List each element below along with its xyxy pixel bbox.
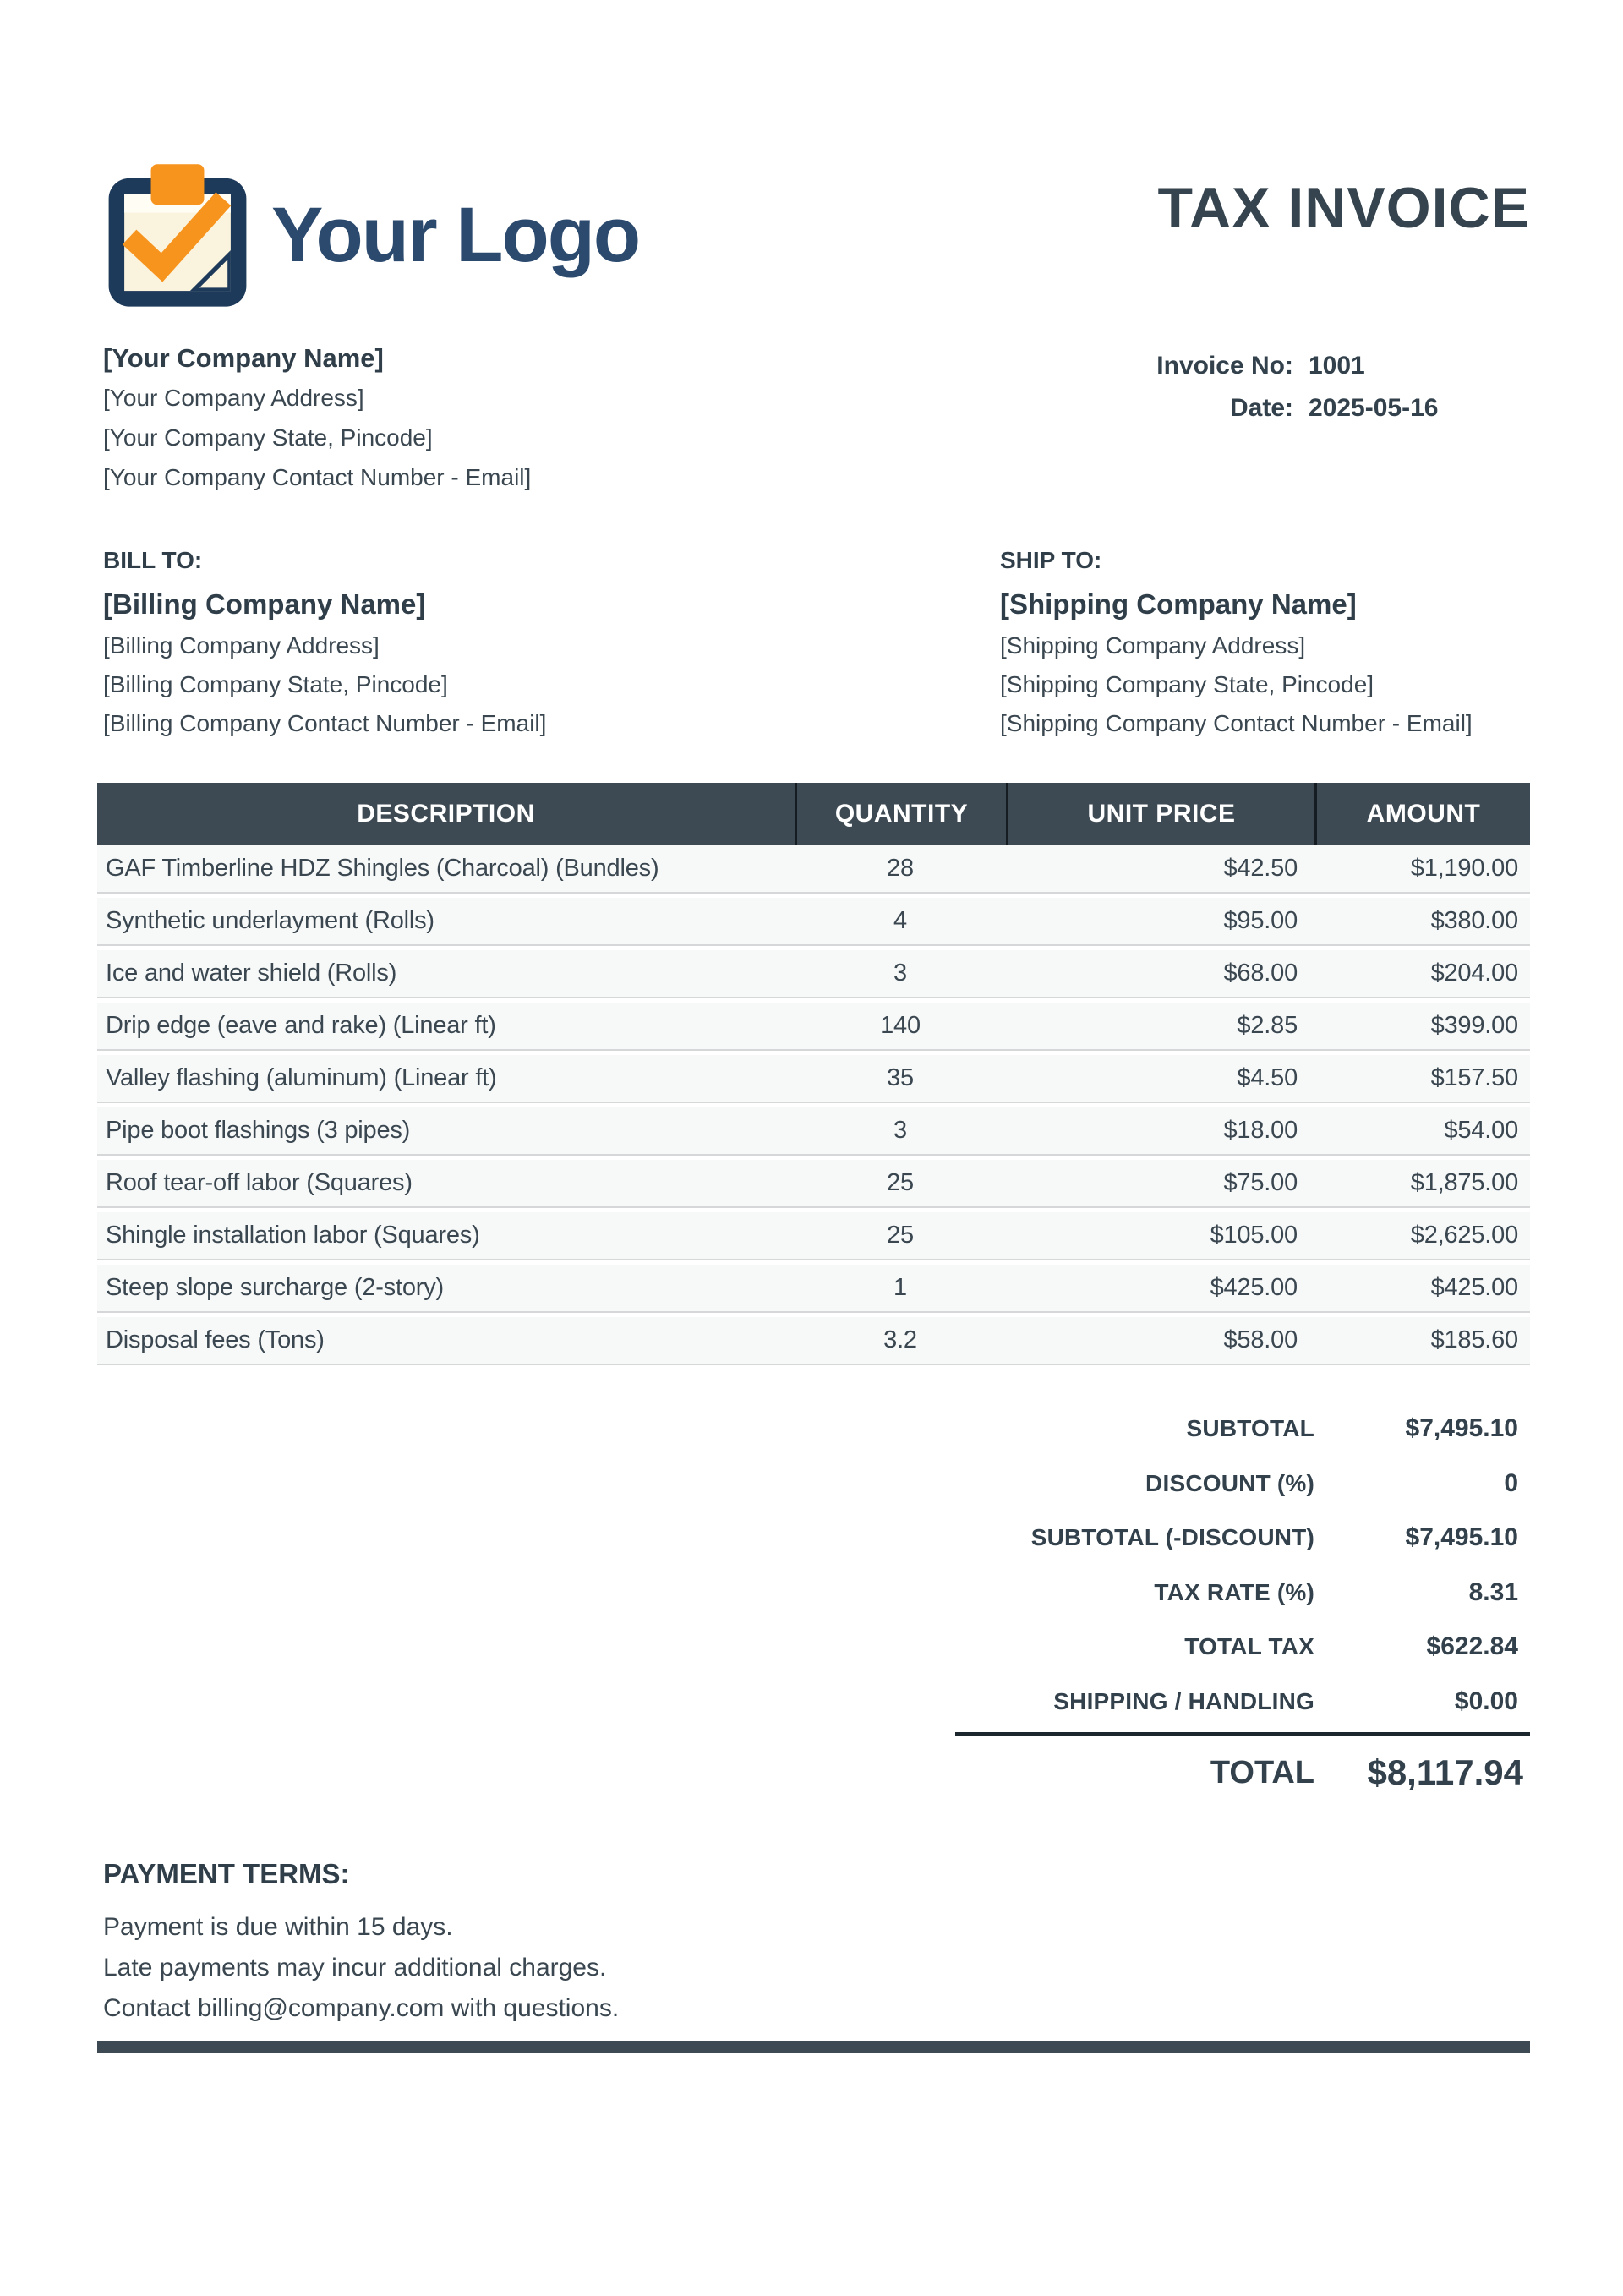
item-unit-price: $2.85 xyxy=(1237,1012,1298,1039)
header-description: DESCRIPTION xyxy=(357,800,535,828)
item-description: Drip edge (eave and rake) (Linear ft) xyxy=(106,1012,496,1039)
shipping-handling-label: SHIPPING / HANDLING xyxy=(1053,1687,1314,1714)
item-amount: $425.00 xyxy=(1430,1274,1518,1301)
item-description: Steep slope surcharge (2-story) xyxy=(106,1274,444,1301)
logo xyxy=(97,156,639,313)
table-row xyxy=(97,1317,1530,1365)
bill-to-contact: [Billing Company Contact Number - Email] xyxy=(103,710,547,736)
subtotal-less-discount-row xyxy=(955,1511,1530,1566)
bill-to-address: [Billing Company Address] xyxy=(103,632,380,659)
bill-to-heading: BILL TO: xyxy=(103,547,203,573)
item-description: Valley flashing (aluminum) (Linear ft) xyxy=(106,1064,497,1091)
discount-value: 0 xyxy=(1504,1468,1518,1497)
invoice-number-value: 1001 xyxy=(1309,352,1365,380)
item-quantity: 140 xyxy=(880,1012,921,1039)
item-unit-price: $18.00 xyxy=(1223,1117,1298,1144)
header-amount: AMOUNT xyxy=(1314,783,1530,845)
table-row xyxy=(97,1160,1530,1208)
totals-section xyxy=(955,1402,1530,1810)
table-row xyxy=(97,1265,1530,1313)
invoice-meta xyxy=(930,345,1530,429)
logo-text: Your Logo xyxy=(271,191,640,278)
table-row xyxy=(97,950,1530,998)
item-description: Shingle installation labor (Squares) xyxy=(106,1222,480,1249)
subtotal-row xyxy=(955,1402,1530,1457)
tax-rate-label: TAX RATE (%) xyxy=(1154,1578,1314,1605)
item-quantity: 4 xyxy=(893,907,907,934)
ship-to-address: [Shipping Company Address] xyxy=(1000,632,1306,659)
item-unit-price: $58.00 xyxy=(1223,1326,1298,1353)
item-quantity: 1 xyxy=(893,1274,907,1301)
item-unit-price: $95.00 xyxy=(1223,907,1298,934)
subtotal-label: SUBTOTAL xyxy=(1186,1415,1314,1442)
payment-terms-lines xyxy=(103,1907,619,2029)
company-name: [Your Company Name] xyxy=(103,343,384,373)
ship-to-contact: [Shipping Company Contact Number - Email] xyxy=(1000,710,1473,736)
ship-to-heading: SHIP TO: xyxy=(1000,547,1102,573)
invoice-date-label: Date: xyxy=(1229,394,1293,422)
payment-terms-line: Late payments may incur additional charges. xyxy=(103,1954,607,1982)
item-unit-price: $68.00 xyxy=(1223,959,1298,987)
item-unit-price: $425.00 xyxy=(1210,1274,1298,1301)
item-unit-price: $75.00 xyxy=(1223,1169,1298,1196)
table-row xyxy=(97,1003,1530,1051)
invoice-number-label: Invoice No: xyxy=(1156,352,1293,380)
payment-terms-line: Contact billing@company.com with questions. xyxy=(103,1994,620,2022)
grand-total-row xyxy=(955,1736,1530,1810)
ship-to-name: [Shipping Company Name] xyxy=(1000,588,1357,620)
tax-rate-value: 8.31 xyxy=(1468,1577,1518,1606)
invoice-date-row xyxy=(930,387,1530,429)
bill-to-name: [Billing Company Name] xyxy=(103,588,426,620)
clipboard-check-icon xyxy=(97,156,258,313)
bill-to-state: [Billing Company State, Pincode] xyxy=(103,671,448,697)
item-description: Ice and water shield (Rolls) xyxy=(106,959,397,987)
table-row xyxy=(97,1212,1530,1260)
item-description: Roof tear-off labor (Squares) xyxy=(106,1169,413,1196)
item-quantity: 28 xyxy=(887,855,914,882)
discount-row xyxy=(955,1457,1530,1512)
header-unit-price: UNIT PRICE xyxy=(1006,783,1314,845)
bill-to-section xyxy=(103,544,546,743)
item-unit-price: $105.00 xyxy=(1210,1222,1298,1249)
item-quantity: 3.2 xyxy=(883,1326,917,1353)
item-quantity: 25 xyxy=(887,1169,914,1196)
total-tax-value: $622.84 xyxy=(1426,1632,1518,1661)
company-info xyxy=(103,338,531,497)
line-items-table xyxy=(97,783,1530,1369)
item-description: Pipe boot flashings (3 pipes) xyxy=(106,1117,411,1144)
item-quantity: 3 xyxy=(893,1117,907,1144)
item-quantity: 3 xyxy=(893,959,907,987)
tax-rate-row xyxy=(955,1566,1530,1621)
item-quantity: 25 xyxy=(887,1222,914,1249)
invoice-date-value: 2025-05-16 xyxy=(1309,394,1439,422)
item-amount: $399.00 xyxy=(1430,1012,1518,1039)
item-description: Disposal fees (Tons) xyxy=(106,1326,325,1353)
item-amount: $185.60 xyxy=(1430,1326,1518,1353)
document-title: TAX INVOICE xyxy=(1157,176,1530,240)
subtotal-less-discount-label: SUBTOTAL (-DISCOUNT) xyxy=(1030,1524,1314,1551)
table-row xyxy=(97,845,1530,894)
shipping-handling-value: $0.00 xyxy=(1454,1686,1518,1715)
shipping-handling-row xyxy=(955,1675,1530,1730)
company-contact: [Your Company Contact Number - Email] xyxy=(103,464,532,490)
item-quantity: 35 xyxy=(887,1064,914,1091)
payment-terms-section xyxy=(103,1858,619,2029)
ship-to-section xyxy=(1000,544,1473,743)
item-amount: $1,190.00 xyxy=(1410,855,1518,882)
item-amount: $1,875.00 xyxy=(1410,1169,1518,1196)
discount-label: DISCOUNT (%) xyxy=(1145,1469,1314,1496)
company-address: [Your Company Address] xyxy=(103,385,364,411)
table-header-row xyxy=(97,783,1530,845)
subtotal-value: $7,495.10 xyxy=(1405,1414,1518,1443)
table-row xyxy=(97,1055,1530,1103)
invoice-number-row xyxy=(930,345,1530,387)
footer-divider-bar xyxy=(97,2041,1530,2053)
grand-total-value: $8,117.94 xyxy=(1367,1752,1523,1792)
table-row xyxy=(97,1107,1530,1156)
subtotal-less-discount-value: $7,495.10 xyxy=(1405,1523,1518,1552)
item-description: Synthetic underlayment (Rolls) xyxy=(106,907,434,934)
item-unit-price: $4.50 xyxy=(1237,1064,1298,1091)
grand-total-label: TOTAL xyxy=(1210,1754,1314,1790)
item-amount: $157.50 xyxy=(1430,1064,1518,1091)
header-quantity: QUANTITY xyxy=(795,783,1006,845)
table-row xyxy=(97,898,1530,946)
company-state: [Your Company State, Pincode] xyxy=(103,424,433,451)
item-amount: $2,625.00 xyxy=(1410,1222,1518,1249)
item-amount: $204.00 xyxy=(1430,959,1518,987)
item-unit-price: $42.50 xyxy=(1223,855,1298,882)
item-amount: $54.00 xyxy=(1444,1117,1518,1144)
total-tax-label: TOTAL TAX xyxy=(1184,1633,1314,1660)
payment-terms-heading: PAYMENT TERMS: xyxy=(103,1858,350,1889)
payment-terms-line: Payment is due within 15 days. xyxy=(103,1913,453,1941)
item-amount: $380.00 xyxy=(1430,907,1518,934)
total-tax-row xyxy=(955,1620,1530,1675)
ship-to-state: [Shipping Company State, Pincode] xyxy=(1000,671,1374,697)
item-description: GAF Timberline HDZ Shingles (Charcoal) (Bundles) xyxy=(106,855,659,882)
